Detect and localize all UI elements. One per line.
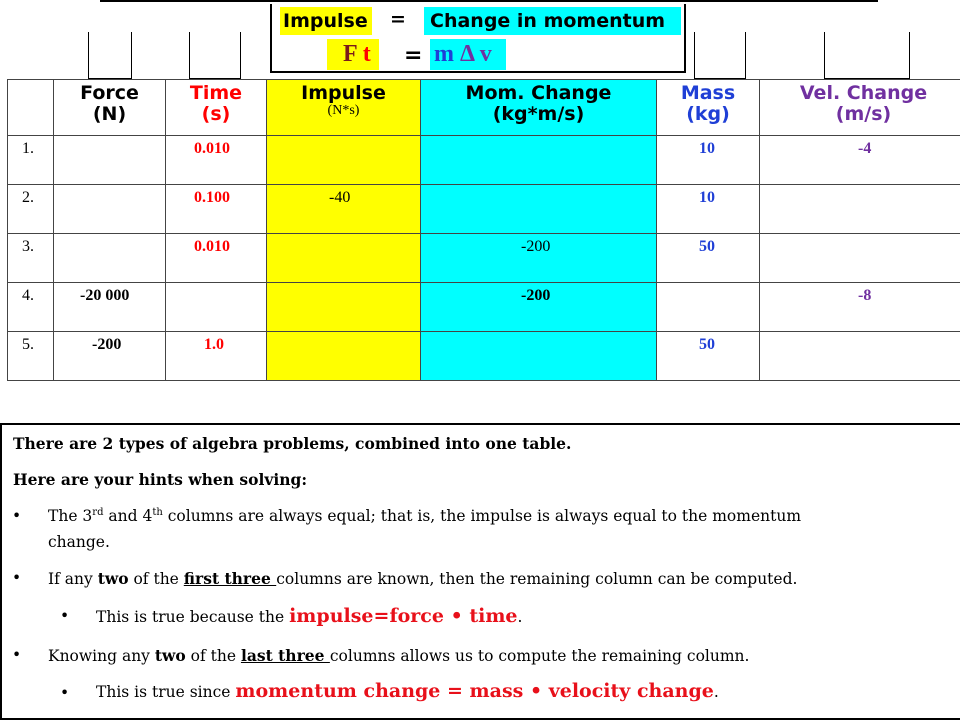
header-force: Force (N) bbox=[54, 80, 166, 136]
hint-2-sub: This is true because the impulse=force • time. bbox=[96, 605, 523, 627]
bullet-icon: • bbox=[12, 569, 22, 587]
hints-subheading: Here are your hints when solving: bbox=[13, 470, 308, 489]
cell-number: 1. bbox=[8, 136, 54, 185]
cell-impulse: -40 bbox=[267, 185, 421, 234]
cell-impulse bbox=[267, 283, 421, 332]
cell-mass bbox=[657, 283, 760, 332]
table-row bbox=[8, 234, 960, 283]
formula-change-label: Change in momentum bbox=[424, 7, 681, 35]
cell-force: -200 bbox=[54, 332, 166, 381]
cell-mom bbox=[421, 185, 657, 234]
cell-impulse bbox=[267, 332, 421, 381]
cell-mom bbox=[421, 332, 657, 381]
hint-3: Knowing any two of the last three columns allows us to compute the remaining column. bbox=[48, 646, 750, 665]
cell-mom bbox=[421, 136, 657, 185]
cell-impulse bbox=[267, 234, 421, 283]
cell-number: 5. bbox=[8, 332, 54, 381]
top-rule bbox=[100, 0, 878, 2]
hint-2: If any two of the first three columns are known, then the remaining column can be computed. bbox=[48, 569, 798, 588]
cell-number: 3. bbox=[8, 234, 54, 283]
cell-time: 0.010 bbox=[166, 136, 267, 185]
cell-vel bbox=[760, 234, 960, 283]
formula-equals-sign-2: = bbox=[404, 43, 423, 68]
formula-box bbox=[270, 4, 686, 73]
bullet-icon: • bbox=[60, 607, 70, 625]
cell-mom: -200 bbox=[421, 234, 657, 283]
hints-box bbox=[0, 423, 960, 720]
header-mass: Mass (kg) bbox=[657, 80, 760, 136]
cell-mass: 50 bbox=[657, 332, 760, 381]
cell-time: 1.0 bbox=[166, 332, 267, 381]
cell-time: 0.100 bbox=[166, 185, 267, 234]
tick-mark bbox=[909, 32, 910, 78]
header-number bbox=[8, 80, 54, 136]
cell-number: 4. bbox=[8, 283, 54, 332]
formula-impulse-label: Impulse bbox=[280, 7, 372, 35]
tick-mark bbox=[88, 32, 89, 78]
formula-equals-sign: = bbox=[390, 8, 406, 30]
cell-force bbox=[54, 185, 166, 234]
formula-dv: Δ v bbox=[460, 41, 492, 67]
formula-f: F bbox=[343, 41, 357, 67]
header-time: Time (s) bbox=[166, 80, 267, 136]
cell-vel: -4 bbox=[760, 136, 960, 185]
tick-mark bbox=[694, 32, 695, 78]
cell-number: 2. bbox=[8, 185, 54, 234]
cell-mass: 10 bbox=[657, 136, 760, 185]
tick-mark bbox=[189, 32, 190, 78]
hint-1: The 3rd and 4th columns are always equal; that is, the impulse is always equal to the momentum bbox=[48, 507, 802, 526]
hint-3-sub: This is true since momentum change = mass • velocity change. bbox=[96, 680, 719, 702]
formula-ft bbox=[327, 39, 379, 70]
cell-mass: 10 bbox=[657, 185, 760, 234]
formula-mdv bbox=[430, 39, 506, 70]
formula-m: m bbox=[434, 41, 454, 67]
table-row bbox=[8, 185, 960, 234]
cell-vel bbox=[760, 332, 960, 381]
cell-time bbox=[166, 283, 267, 332]
cell-vel bbox=[760, 185, 960, 234]
header-impulse: Impulse (N*s) bbox=[267, 80, 421, 136]
header-mom-change: Mom. Change (kg*m/s) bbox=[421, 80, 657, 136]
table-header-row bbox=[8, 80, 960, 136]
bullet-icon: • bbox=[60, 684, 70, 702]
tick-mark bbox=[131, 32, 132, 78]
tick-mark bbox=[745, 32, 746, 78]
bullet-icon: • bbox=[12, 646, 22, 664]
cell-force: -20 000 bbox=[54, 283, 166, 332]
table-row bbox=[8, 283, 960, 332]
cell-time: 0.010 bbox=[166, 234, 267, 283]
momentum-table bbox=[7, 79, 960, 381]
cell-mom: -200 bbox=[421, 283, 657, 332]
table-row bbox=[8, 332, 960, 381]
cell-vel: -8 bbox=[760, 283, 960, 332]
hint-1-cont: change. bbox=[48, 533, 110, 551]
tick-mark bbox=[824, 32, 825, 78]
cell-impulse bbox=[267, 136, 421, 185]
header-vel-change: Vel. Change (m/s) bbox=[760, 80, 960, 136]
cell-mass: 50 bbox=[657, 234, 760, 283]
table-row bbox=[8, 136, 960, 185]
formula-t: t bbox=[362, 41, 371, 67]
tick-mark bbox=[240, 32, 241, 78]
cell-force bbox=[54, 234, 166, 283]
hints-intro: There are 2 types of algebra problems, combined into one table. bbox=[13, 434, 572, 453]
cell-force bbox=[54, 136, 166, 185]
bullet-icon: • bbox=[12, 507, 22, 525]
